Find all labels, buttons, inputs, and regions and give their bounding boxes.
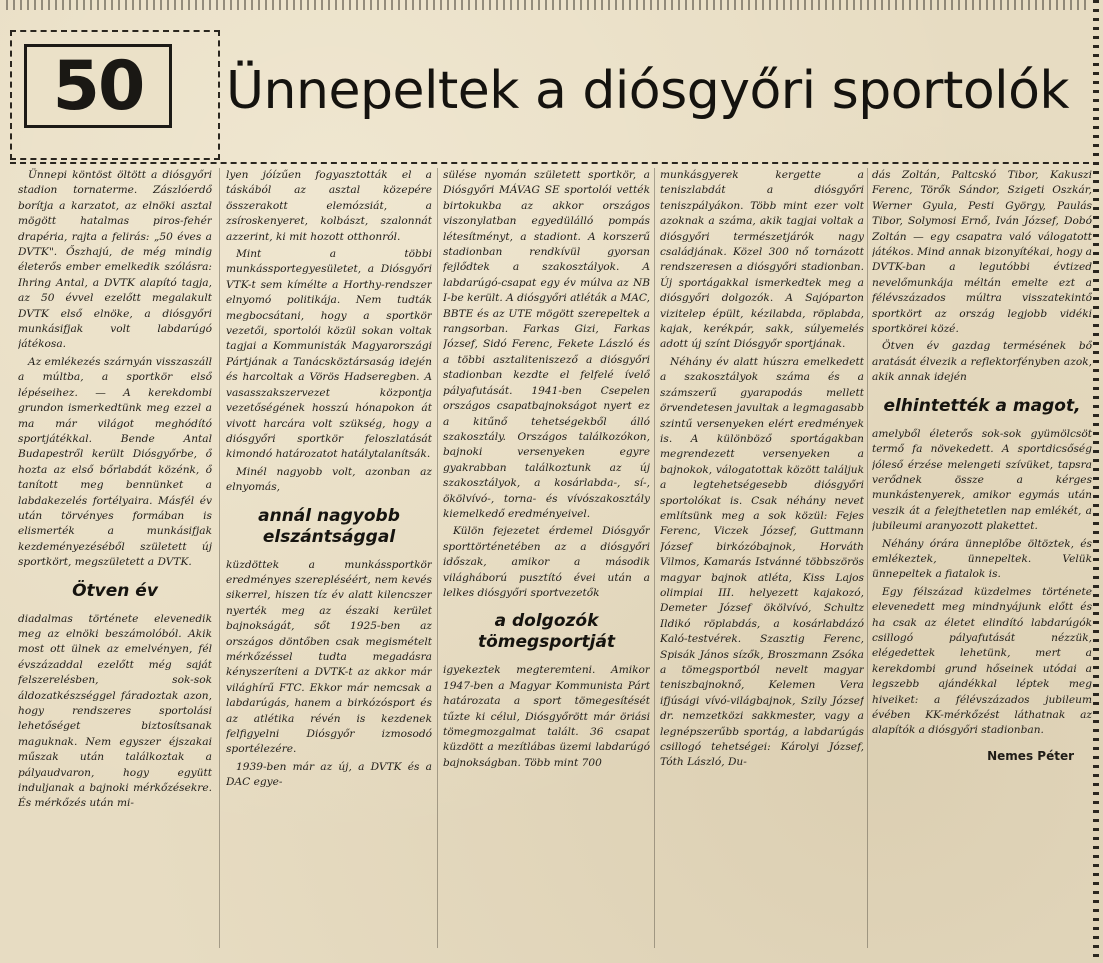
column-divider	[654, 168, 655, 948]
column-4	[660, 168, 864, 958]
paragraph: Az emlékezés szárnyán visszaszáll a múltba, a sportkör első lépéseihez. — A kerekdombi grundon ismerkedtünk meg ezzel a ma már világot meghódító sportjátékkal. Bende Antal Budapestről került Diósgyőrbe, ő hozta az első bőrlabdát közénk, ő tanított meg bennünket a labdakezelés fortélyaira. Másfél év után törvényes formában is elismerték a munkásifjak kezdeményezéséből született új sportkört, megszületett a DVTK.	[18, 355, 212, 569]
right-border	[1093, 0, 1099, 963]
top-border	[6, 0, 1091, 10]
subheading-annal-nagyobb: annál nagyobb elszántsággal	[258, 505, 400, 547]
paragraph: Egy félszázad küzdelmes története elevenedett meg mindnyájunk előtt és ha csak az életet elindító labdarúgók csillogó pályafutását nézzük, elégedettek lehetünk, mert a kerekdombi grund hőseinek utódai a legszebb ajándékkal léptek meg hiveiket: a félévszázados jubileum évében KK-mérkőzést láthatnak az alapítók a diósgyőri stadionban.	[872, 585, 1092, 737]
subheading-dolgozok: a dolgozók tömegsportját	[477, 611, 616, 653]
subheading-otven-ev: Ötven év	[72, 580, 158, 601]
column-divider	[219, 168, 220, 948]
paragraph: Néhány órára ünneplőbe öltöztek, és emlékeztek, ünnepeltek. Velük ünnepeltek a fiatalok is.	[872, 537, 1092, 581]
author-byline: Nemes Péter	[987, 748, 1074, 763]
article-headline: Ünnepeltek a diósgyőri sportolók	[226, 61, 1070, 121]
paragraph: 1939-ben már az új, a DVTK és a DAC egye-	[226, 760, 432, 789]
column-divider	[437, 168, 438, 948]
column-5	[872, 168, 1092, 958]
paragraph: Ötven év gazdag termésének bő aratását élvezik a reflektorfényben azok, akik annak idején	[872, 340, 1092, 384]
paragraph: lyen jóízűen fogyasztották el a táskából az asztal közepére összerakott elemózsiát, a zsíroskenyeret, kolbászt, szalonnát azzerint, ki mit hozott otthonról.	[226, 169, 432, 243]
column-2	[226, 168, 432, 958]
paragraph: sülése nyomán született sportkör, a Diósgyőri MÁVAG SE sportolói vették birtokukba az akkor országos viszonylatban egyedülálló pompás létesítményt, a stadiont. A korszerű stadionban rendkívül gyorsan fejlődtek a szakosztályok. A labdarúgó-csapat egy év múlva az NB I-be került. A diósgyőri atléták a MAC, BBTE és az UTE mögött szerepeltek a rangsorban. Farkas Gizi, Farkas József, Sidó Ferenc, Fekete László és a többi asztaliteniszező a diósgyőri stadionban kezdte el felfelé ívelő pályafutását. 1941-ben Csepelen országos csapatbajnokságot nyert ez a kitűnő tehetségekből álló szakosztály. Országos találkozókon, bajnoki versenyeken egyre gyakrabban találkoztunk az új szakosztályok, a kosárlabda-, sí-, ökölvívó-, torna- és vívószakosztály kiemelkedő eredményeivel.	[443, 169, 650, 520]
paragraph: amelyből életerős sok-sok gyümölcsöt termő fa növekedett. A sportdicsőség jóleső érzése melengeti szívüket, tapsra verődnek össze a kérges munkástenyerek, amikor egymás után veszik át a felejthetetlen nap emlékét, a jubileumi aranyozott plakettet.	[872, 427, 1092, 533]
paragraph: diadalmas története elevenedik meg az elnöki beszámolóból. Akik most ott ülnek az emelvényen, fél évszázaddal ezelőtt még saját felszerelésben, sok-sok áldozatkészséggel fáradoztak azon, hogy rendszeres sportolási lehetőséget biztosítsanak maguknak. Nem egyszer éjszakai műszak után találkoztak a pályaudvaron, hogy együtt induljanak a bajnoki mérkőzésekre. És mérkőzés után mi-	[18, 612, 212, 810]
column-divider	[867, 168, 868, 948]
subheading-elhintettek: elhintették a magot,	[883, 395, 1081, 416]
paragraph: Néhány év alatt húszra emelkedett a szakosztályok száma és a számszerű gyarapodás mellett örvendetesen javultak a legmagasabb szintű versenyeken elért eredmények is. A különböző sportágakban megrendezett versenyeken a bajnokok, válogatottak között találjuk a legtehetségesebb diósgyőri sportolókat is. Csak néhány nevet említsünk meg a sok közül: Fejes Ferenc, Viczek József, Guttmann József birkózóbajnok, Horváth Vilmos, Kamarás Istvánné többszörös magyar bajnok atléta, Kiss Lajos olimpiai III. helyezett kajakozó, Demeter József ökölvívó, Schultz Ildikó röplabdás, a kosárlabdázó Kaló-testvérek. Szasztig Ferenc, Spisák János sízők, Broszmann Zsóka a tömegsportból nevelt magyar teniszbajnoknő, Kelemen Vera ifjúsági vívó-világbajnok, Szily József dr. nemzetközi sakkmester, vagy a legnépszerűbb sportág, a labdarúgás csillogó tehetségei: Károlyi József, Tóth László, Du-	[660, 355, 864, 769]
paragraph: Külön fejezetet érdemel Diósgyőr sporttörténetében az a diósgyőri időszak, amikor a második világháború pusztító évei után a lelkes diósgyőri sportvezetők	[443, 525, 650, 599]
paragraph: Ünnepi köntöst öltött a diósgyőri stadion tornaterme. Zászlóerdő borítja a karzatot, az elnöki asztal mögött hatalmas piros-fehér drapéria, rajta a felirás: „50 éves a DVTK". Őszhajú, de még mindig életerős ember emelkedik szólásra: Ihring Antal, a DVTK alapító tagja, az 50 évvel ezelőtt megalakult DVTK első elnöke, a diósgyőri munkásifjak volt labdarúgó játékosa.	[18, 169, 212, 351]
paragraph: munkásgyerek kergette a teniszlabdát a diósgyőri teniszpályákon. Több mint ezer volt azoknak a száma, akik tagjai voltak a diósgyőri természetjárók nagy családjának. Közel 300 nő tornázott rendszeresen a diósgyőri stadionban. Új sportágakkal ismerkedtek meg a diósgyőri dolgozók. A Sajóparton vizitelep épült, kézilabda, röplabda, kajak, kerékpár, sakk, súlyemelés adott új színt Diósgyőr sportjának.	[660, 169, 864, 351]
paragraph: Minél nagyobb volt, azonban az elnyomás,	[226, 465, 432, 494]
paragraph: dás Zoltán, Paltcskó Tibor, Kakuszi Ferenc, Törők Sándor, Szigeti Oszkár, Werner Gyula, Pesti György, Paulás Tibor, Solymosi Ernő, Iván József, Dobó Zoltán — egy csapatra való válogatott játékos. Mind annak bizonyítékai, hogy a DVTK-ban a legutóbbi évtized nevelőmunkája méltán emelte ezt a félévszázados múltra visszatekintő sportkört az ország legjobb vidéki sportkörei közé.	[872, 169, 1092, 336]
paragraph: Mint a többi munkássportegyesületet, a Diósgyőri VTK-t sem kímélte a Horthy-rendszer elnyomó politikája. Nem tudták megbocsátani, hogy a sportkör vezetői, sportolói közül sokan voltak tagjai a Kommunisták Magyarországi Pártjának a Tanácsköztársaság idején és harcoltak a Vörös Hadseregben. A vasasszakszervezet központja vezetőségének hosszú hónapokon át vivott harcára volt szükség, hogy a diósgyőri sportkör feloszlatását kimondó határozatot hatálytalanítsák.	[226, 248, 432, 461]
column-3	[443, 168, 650, 958]
paragraph: igyekeztek megteremteni. Amikor 1947-ben a Magyar Kommunista Párt határozata a sport tömegesítését tűzte ki célul, Diósgyőrött már öriási tömegmozgalmat talált. 36 csapat küzdött a mezítlábas üzemi labdarúgó bajnokságban. Több mint 700	[443, 664, 650, 769]
column-1	[18, 168, 212, 958]
number-50-badge: 50	[24, 44, 172, 128]
paragraph: küzdöttek a munkássportkör eredményes szerepléséért, nem kevés sikerrel, hiszen tíz év alatt kilencszer nyerték meg az északi kerület bajnokságát, sőt 1925-ben az országos döntőben csak megismételt mérkőzéssel tudta megadásra kényszeríteni a DVTK-t az akkor már világhírű FTC. Ekkor már nemcsak a labdarúgás, hanem a birkózósport és az atlétika révén is kezdenek felfigyelni Diósgyőr izmosodó sportélezére.	[226, 558, 432, 756]
